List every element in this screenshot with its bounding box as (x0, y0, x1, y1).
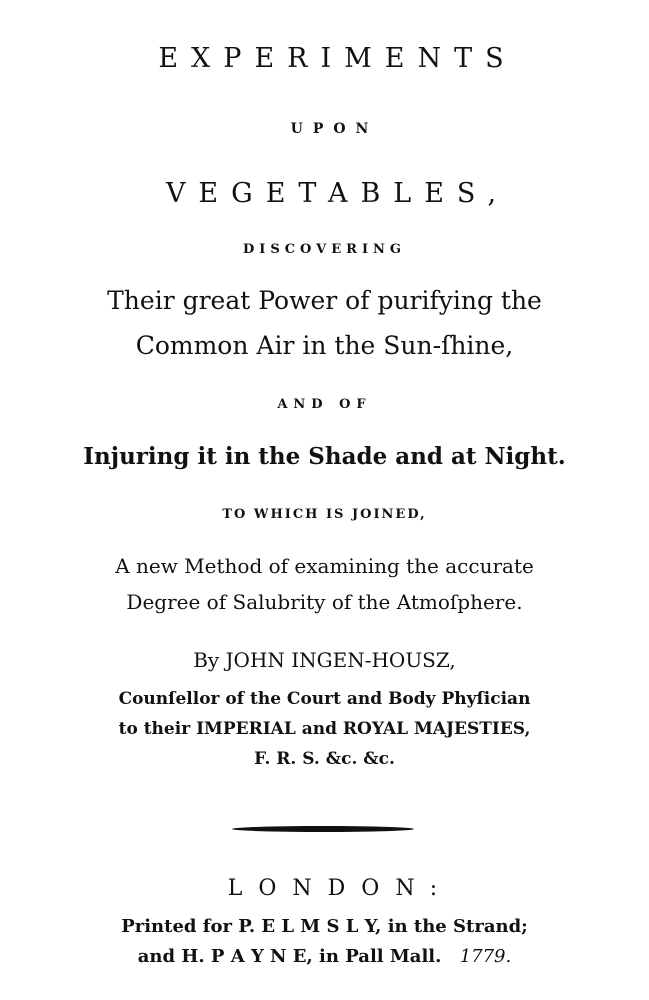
author-role-3: F. R. S. &c. &c. (254, 749, 395, 769)
printer-line-2-text: and H. P A Y N E, in Pall Mall. (137, 946, 442, 967)
subtitle-line-1: Their great Power of purifying the (107, 286, 542, 315)
subtitle-line-3: Injuring it in the Shade and at Night. (83, 443, 566, 470)
city: LONDON: (227, 876, 454, 901)
divider-rule (232, 826, 414, 832)
and-of-label: AND OF (277, 397, 372, 412)
printer-line-2 (0, 948, 649, 966)
subtitle-line-2: Common Air in the Sun-ſhine, (135, 331, 514, 360)
subject-title: VEGETABLES, (165, 178, 510, 209)
subtitle-line-5: Degree of Salubrity of the Atmoſphere. (126, 590, 523, 614)
joined-label: TO WHICH IS JOINED, (222, 507, 427, 522)
subtitle-line-4: A new Method of examining the accurate (115, 554, 534, 578)
publication-year: 1779. (459, 946, 512, 967)
author-role-1: Counſellor of the Court and Body Phyſician (118, 689, 531, 709)
author-line: By JOHN INGEN-HOUSZ, (193, 648, 456, 672)
author-role-2: to their IMPERIAL and ROYAL MAJESTIES, (118, 719, 531, 739)
title: EXPERIMENTS (158, 43, 517, 74)
printer-line-1: Printed for P. E L M S L Y, in the Strand; (121, 916, 528, 937)
upon-label: UPON (290, 121, 379, 137)
discovering-label: DISCOVERING (242, 242, 407, 257)
